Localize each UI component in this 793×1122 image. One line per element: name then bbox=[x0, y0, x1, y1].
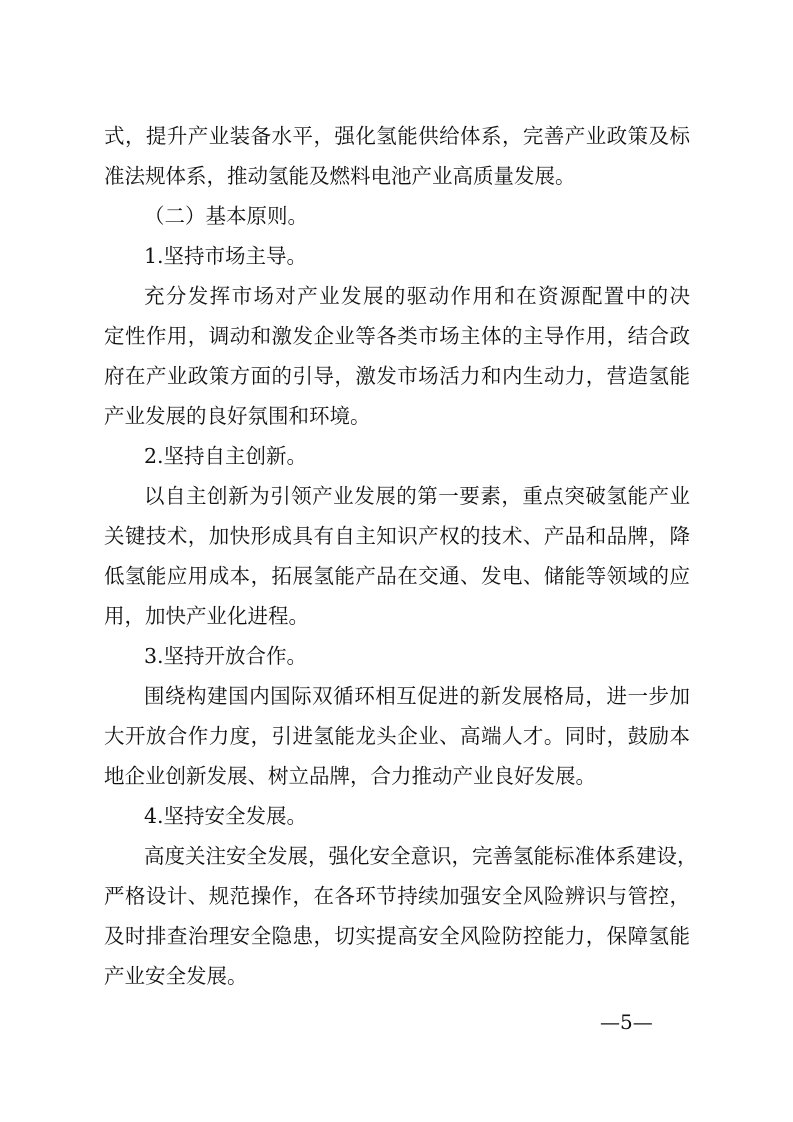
paragraph-line: 低氢能应用成本，拓展氢能产品在交通、发电、储能等领域的应 bbox=[104, 564, 690, 588]
principle-title-3: 3.坚持开放合作。 bbox=[144, 644, 308, 668]
paragraph-line: 大开放合作力度，引进氢能龙头企业、高端人才。同时，鼓励本 bbox=[104, 724, 690, 748]
paragraph-line: 准法规体系，推动氢能及燃料电池产业高质量发展。 bbox=[104, 164, 576, 188]
principle-title-4: 4.坚持安全发展。 bbox=[144, 804, 308, 828]
paragraph-line: 地企业创新发展、树立品牌，合力推动产业良好发展。 bbox=[104, 764, 596, 788]
paragraph-line: 用，加快产业化进程。 bbox=[104, 604, 309, 628]
paragraph-line: 围绕构建国内国际双循环相互促进的新发展格局，进一步加 bbox=[144, 684, 690, 708]
section-heading: （二）基本原则。 bbox=[144, 204, 308, 228]
principle-title-1: 1.坚持市场主导。 bbox=[144, 244, 308, 268]
paragraph-line: 充分发挥市场对产业发展的驱动作用和在资源配置中的决 bbox=[144, 284, 690, 308]
principle-title-2: 2.坚持自主创新。 bbox=[144, 444, 308, 468]
paragraph-line: 严格设计、规范操作，在各环节持续加强安全风险辨识与管控， bbox=[104, 884, 690, 908]
paragraph-line: 以自主创新为引领产业发展的第一要素，重点突破氢能产业 bbox=[144, 484, 690, 508]
paragraph-line: 式，提升产业装备水平，强化氢能供给体系，完善产业政策及标 bbox=[104, 124, 690, 148]
paragraph-line: 高度关注安全发展，强化安全意识，完善氢能标准体系建设， bbox=[144, 844, 698, 868]
paragraph-line: 及时排查治理安全隐患，切实提高安全风险防控能力，保障氢能 bbox=[104, 924, 690, 948]
paragraph-line: 定性作用，调动和激发企业等各类市场主体的主导作用，结合政 bbox=[104, 324, 690, 348]
page-number: —5— bbox=[600, 1010, 653, 1034]
paragraph-line: 府在产业政策方面的引导，激发市场活力和内生动力，营造氢能 bbox=[104, 364, 690, 388]
paragraph-line: 关键技术，加快形成具有自主知识产权的技术、产品和品牌，降 bbox=[104, 524, 690, 548]
paragraph-line: 产业发展的良好氛围和环境。 bbox=[104, 404, 371, 428]
paragraph-line: 产业安全发展。 bbox=[104, 964, 248, 988]
